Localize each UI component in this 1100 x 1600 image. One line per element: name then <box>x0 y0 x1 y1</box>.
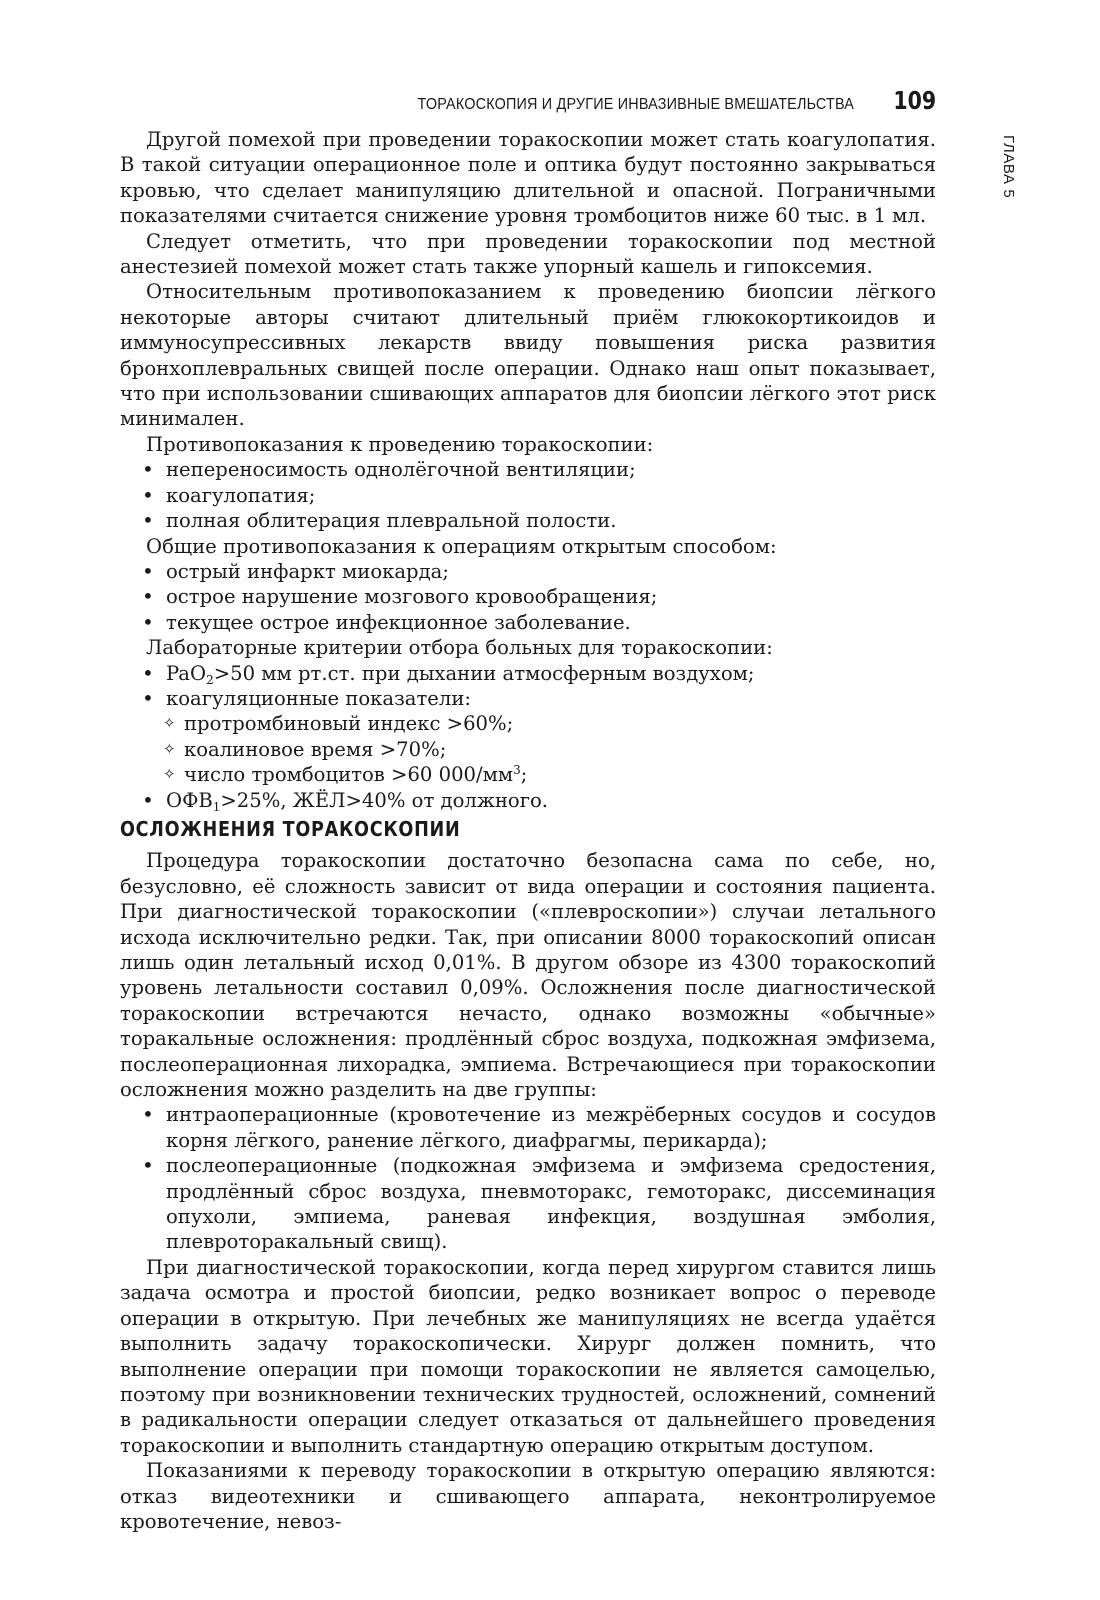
fev-subscript: 1 <box>212 799 221 814</box>
complications-list <box>120 1102 936 1254</box>
list-item: • полная облитерация плевральной полости. <box>120 508 936 533</box>
lab-criteria-title: Лабораторные критерии отбора больных для торакоскопии: <box>146 636 773 660</box>
general-contraindications-list <box>120 559 936 635</box>
pao2-prefix: PaO <box>166 661 207 685</box>
list-item: • непереносимость однолёгочной вентиляции; <box>120 457 936 482</box>
platelets-suffix: ; <box>520 763 528 787</box>
list-item: • интраоперационные (кровотечение из межрёберных сосудов и сосудов корня лёгкого, ранение лёгкого, диафрагмы, перикарда); <box>120 1102 936 1153</box>
paragraph-local-anesthesia: Следует отметить, что при проведении торакоскопии под местной анестезией помехой может стать также упорный кашель и гипоксемия. <box>120 229 936 279</box>
list-item: • коагулопатия; <box>120 483 936 508</box>
fev-prefix: ОФВ <box>166 788 213 812</box>
paragraph-complications: Процедура торакоскопии достаточно безопасна сама по себе, но, безусловно, её сложность зависит от вида операции и состояния пациента. При диагностической торакоскопии («плевроскопии») случаи летального исхода исключительно редки. Так, при описании 8000 торакоскопий описан лишь один летальный исход 0,01%. В другом обзоре из 4300 торакоскопий уровень летальности составил 0,09%. Осложнения после диагностической торакоскопии встречаются нечасто, однако возможны «обычные» торакальные осложнения: продлённый сброс воздуха, подкожная эмфизема, послеоперационная лихорадка, эмпиема. Встречающиеся при торакоскопии осложнения можно разделить на две группы: <box>120 849 936 1102</box>
page-header <box>120 86 936 126</box>
list-item: • острое нарушение мозгового кровообращения; <box>120 584 936 609</box>
section-heading: ОСЛОЖНЕНИЯ ТОРАКОСКОПИИ <box>120 816 461 841</box>
chapter-tab: ГЛАВА 5 <box>1000 135 1017 199</box>
contraindications-list <box>120 457 936 533</box>
list-item: • текущее острое инфекционное заболевание. <box>120 610 936 635</box>
pao2-suffix: >50 мм рт.ст. при дыхании атмосферным воздухом; <box>213 661 755 685</box>
fev-suffix: >25%, ЖЁЛ>40% от должного. <box>220 788 549 812</box>
pao2-subscript: 2 <box>206 672 214 687</box>
general-contraindications-title: Общие противопоказания к операциям открытым способом: <box>146 534 777 558</box>
platelets-superscript: 3 <box>513 763 521 778</box>
paragraph-coagulopathy: Другой помехой при проведении торакоскопии может стать коагулопатия. В такой ситуации операционное поле и оптика будут постоянно закрываться кровью, что сделает манипуляцию длительной и опасной. Пограничными показателями считается снижение уровня тромбоцитов ниже 60 тыс. в 1 мл. <box>120 128 936 228</box>
sub-list-item-platelets <box>120 762 936 787</box>
page-number: 109 <box>893 86 936 115</box>
list-item-pao2 <box>120 661 936 686</box>
paragraph-relative-contraindication: Относительным противопоказанием к проведению биопсии лёгкого некоторые авторы считают длительный приём глюкокортикоидов и иммуносупрессивных лекарств ввиду повышения риска развития бронхоплевральных свищей после операции. Однако наш опыт показывает, что при использовании сшивающих аппаратов для биопсии лёгкого этот риск минимален. <box>120 280 936 431</box>
lab-criteria-list <box>120 661 936 813</box>
page-body <box>120 127 936 1534</box>
list-item-fev <box>120 788 936 813</box>
platelets-prefix: число тромбоцитов >60 000/мм <box>184 763 514 787</box>
running-title: ТОРАКОСКОПИЯ И ДРУГИЕ ИНВАЗИВНЫЕ ВМЕШАТЕЛЬСТВА <box>417 96 854 113</box>
paragraph-conversion: При диагностической торакоскопии, когда перед хирургом ставится лишь задача осмотра и простой биопсии, редко возникает вопрос о переводе операции в открытую. При лечебных же манипуляциях не всегда удаётся выполнить задачу торакоскопически. Хирург должен помнить, что выполнение операции при помощи торакоскопии не является самоцелью, поэтому при возникновении технических трудностей, осложнений, сомнений в радикальности операции следует отказаться от дальнейшего проведения торакоскопии и выполнить стандартную операцию открытым доступом. <box>120 1255 936 1457</box>
list-item: • острый инфаркт миокарда; <box>120 559 936 584</box>
list-item: • послеоперационные (подкожная эмфизема и эмфизема средостения, продлённый сброс воздуха, пневмоторакс, гемоторакс, диссеминация опухоли, эмпиема, раневая инфекция, воздушная эмболия, плевроторакальный свищ). <box>120 1153 936 1255</box>
sub-list-item: ✧ протромбиновый индекс >60%; <box>120 711 936 736</box>
contraindications-title: Противопоказания к проведению торакоскопии: <box>146 432 654 456</box>
sub-list-item: ✧ коалиновое время >70%; <box>120 737 936 762</box>
list-item-coagulation: • коагуляционные показатели: <box>120 686 936 711</box>
paragraph-conversion-indications: Показаниями к переводу торакоскопии в открытую операцию являются: отказ видеотехники и сшивающего аппарата, неконтролируемое кровотечение, невоз- <box>120 1459 936 1533</box>
